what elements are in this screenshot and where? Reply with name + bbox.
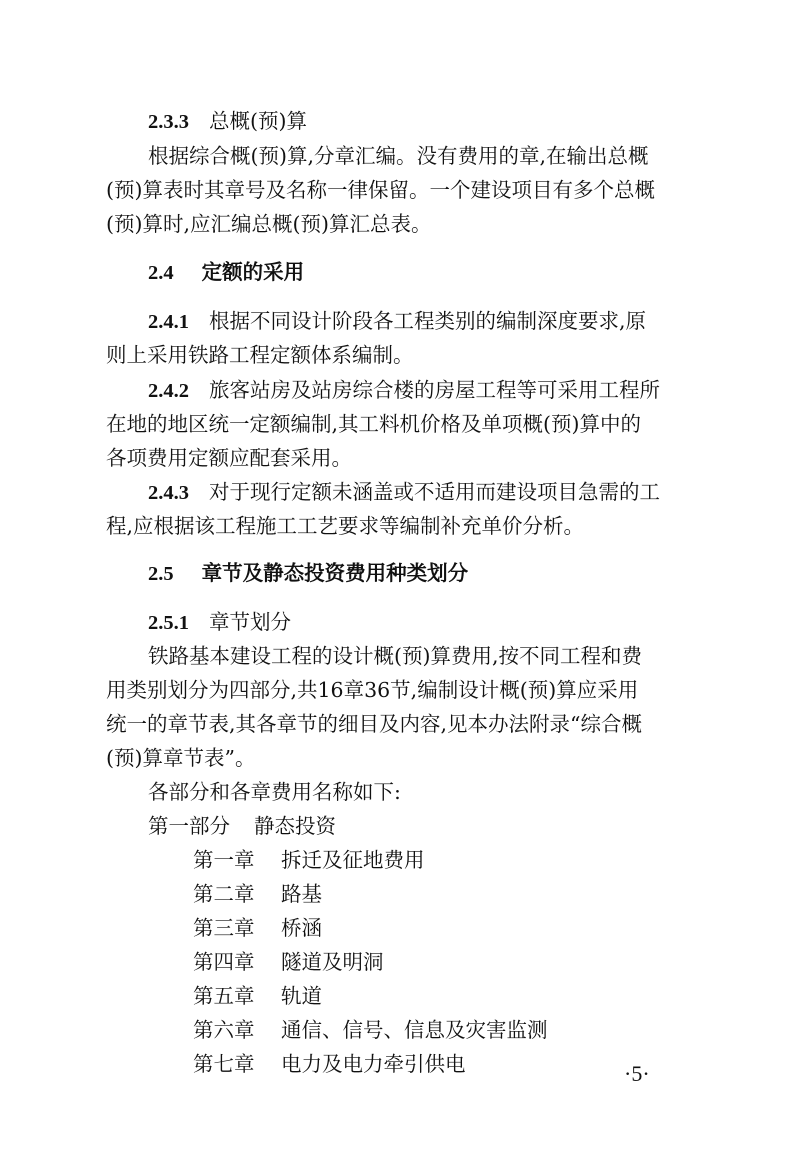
- section-title: 章节及静态投资费用种类划分: [201, 561, 469, 585]
- section-title: 定额的采用: [201, 260, 305, 284]
- chapter-item: [193, 918, 322, 939]
- paragraph-line: 程,应根据该工程施工工艺要求等编制补充单价分析。: [106, 514, 585, 538]
- clause-text: 对于现行定额未涵盖或不适用而建设项目急需的工: [209, 480, 660, 504]
- chapter-title: 轨道: [281, 984, 322, 1008]
- chapter-label: 第三章: [193, 916, 255, 940]
- chapter-title: 电力及电力牵引供电: [281, 1052, 466, 1076]
- clause-number: 2.4.3: [148, 482, 189, 504]
- clause-2-4-3: [148, 482, 660, 504]
- section-number: 2.5: [148, 563, 174, 585]
- chapter-title: 隧道及明洞: [281, 950, 384, 974]
- paragraph-line: (预)算时,应汇编总概(预)算汇总表。: [106, 212, 432, 236]
- chapter-label: 第四章: [193, 950, 255, 974]
- part-label: 第一部分: [148, 814, 230, 838]
- clause-2-4-2: [148, 380, 660, 402]
- paragraph-line: (预)算章节表”。: [106, 746, 256, 770]
- chapter-label: 第五章: [193, 984, 255, 1008]
- chapter-title: 拆迁及征地费用: [281, 848, 425, 872]
- page-number: ·5·: [624, 1061, 650, 1086]
- chapter-label: 第二章: [193, 882, 255, 906]
- chapter-label: 第一章: [193, 848, 255, 872]
- paragraph-line: (预)算表时其章号及名称一律保留。一个建设项目有多个总概: [106, 178, 655, 202]
- section-number: 2.3.3: [148, 111, 189, 133]
- section-title: 总概(预)算: [209, 109, 307, 133]
- clause-2-4-1: [148, 311, 646, 333]
- chapter-title: 桥涵: [281, 916, 322, 940]
- paragraph-line: 根据综合概(预)算,分章汇编。没有费用的章,在输出总概: [148, 144, 649, 168]
- chapter-item: [193, 1020, 548, 1041]
- part-heading: [148, 816, 336, 837]
- paragraph-line: 铁路基本建设工程的设计概(预)算费用,按不同工程和费: [148, 644, 643, 668]
- section-heading-2-5: [148, 563, 468, 585]
- section-title: 章节划分: [209, 610, 291, 634]
- paragraph-line: 在地的地区统一定额编制,其工料机价格及单项概(预)算中的: [106, 412, 642, 436]
- chapter-item: [193, 952, 384, 973]
- clause-number: 2.4.1: [148, 311, 189, 333]
- chapter-label: 第六章: [193, 1018, 255, 1042]
- clause-number: 2.4.2: [148, 380, 189, 402]
- clause-text: 旅客站房及站房综合楼的房屋工程等可采用工程所: [209, 378, 660, 402]
- part-title: 静态投资: [254, 814, 336, 838]
- paragraph-line: 则上采用铁路工程定额体系编制。: [106, 343, 414, 367]
- paragraph-line: 用类别划分为四部分,共16章36节,编制设计概(预)算应采用: [106, 678, 639, 702]
- chapter-item: [193, 986, 322, 1007]
- paragraph-line: 各部分和各章费用名称如下:: [148, 780, 401, 804]
- section-heading-2-5-1: [148, 612, 291, 634]
- section-number: 2.5.1: [148, 612, 189, 634]
- chapter-title: 通信、信号、信息及灾害监测: [281, 1018, 548, 1042]
- chapter-item: [193, 884, 322, 905]
- paragraph-line: 各项费用定额应配套采用。: [106, 446, 352, 470]
- paragraph-line: 统一的章节表,其各章节的细目及内容,见本办法附录“综合概: [106, 712, 643, 736]
- chapter-item: [193, 850, 425, 871]
- section-number: 2.4: [148, 262, 174, 284]
- chapter-item: [193, 1054, 466, 1075]
- section-heading-2-4: [148, 262, 304, 284]
- clause-text: 根据不同设计阶段各工程类别的编制深度要求,原: [209, 309, 647, 333]
- chapter-label: 第七章: [193, 1052, 255, 1076]
- chapter-title: 路基: [281, 882, 322, 906]
- section-heading-2-3-3: [148, 111, 307, 133]
